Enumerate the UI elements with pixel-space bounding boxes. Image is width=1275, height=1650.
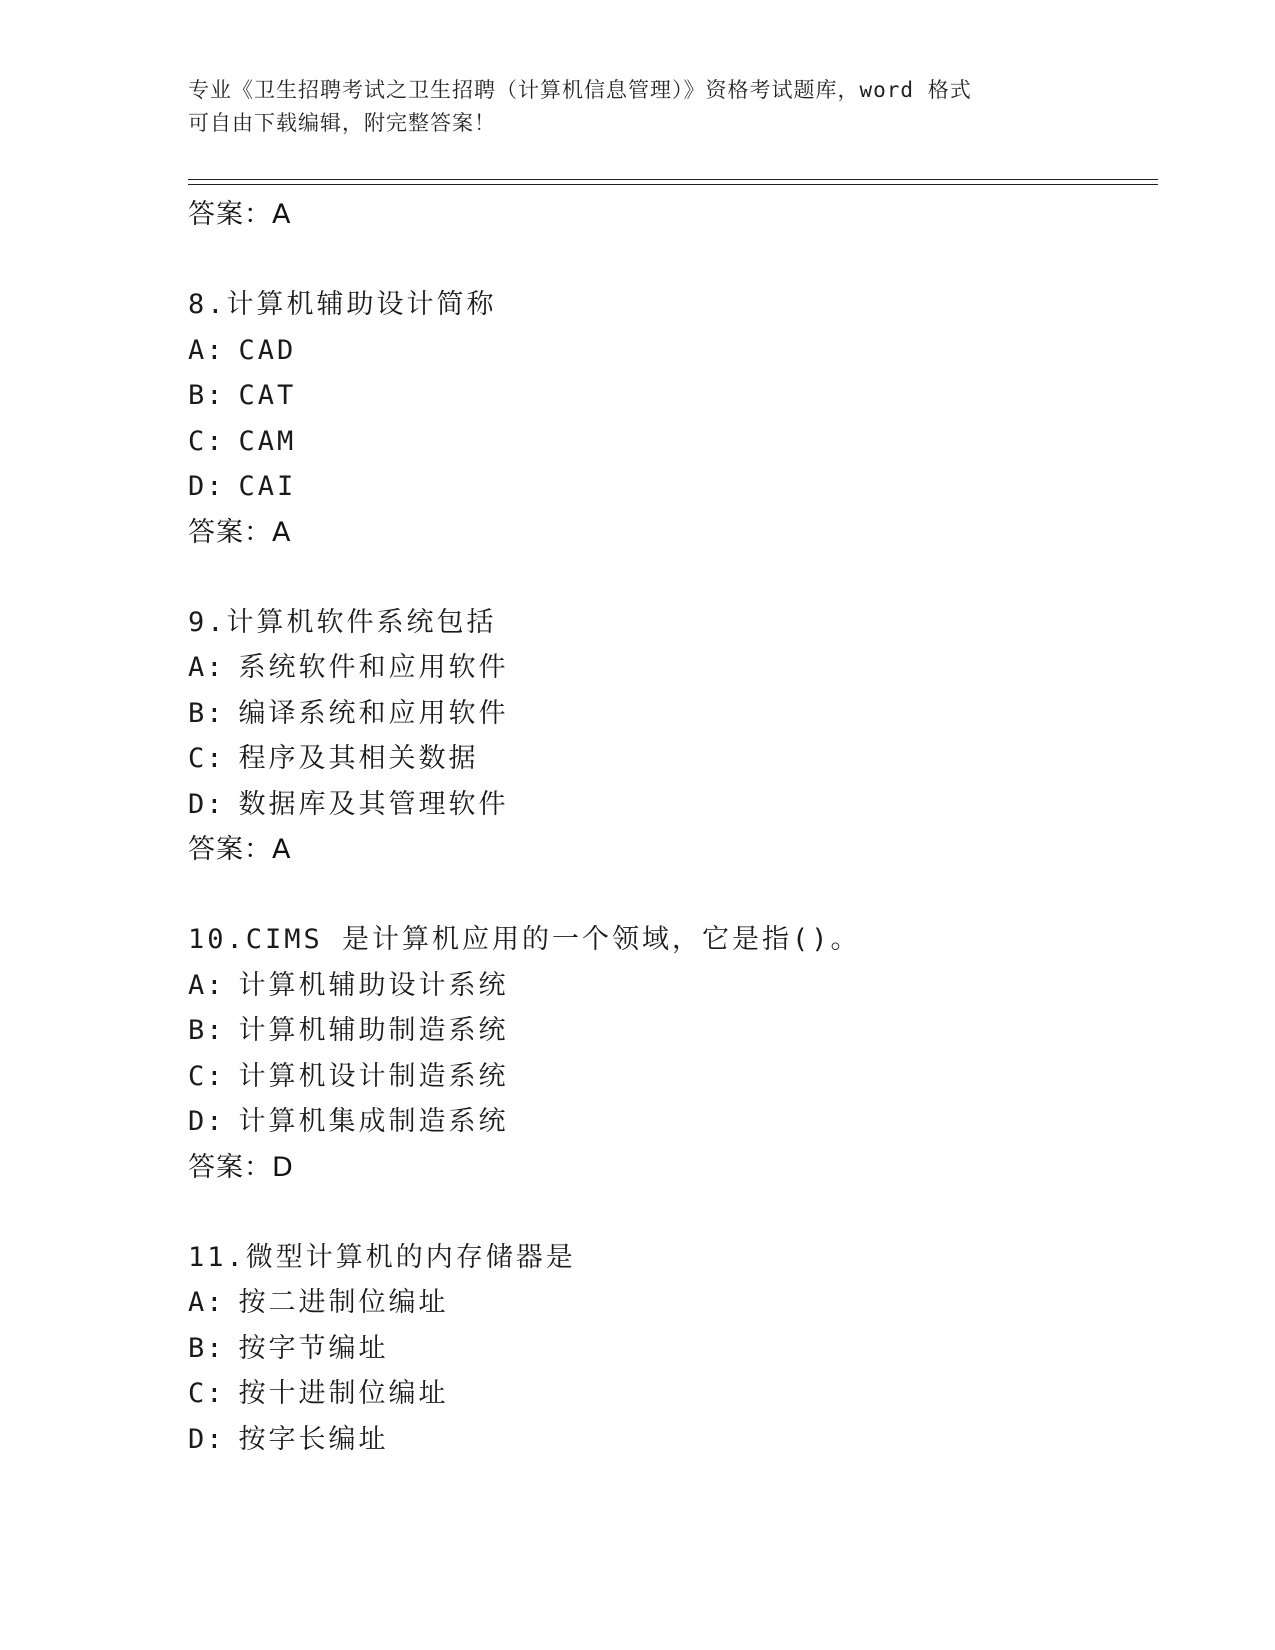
option-letter: C: (188, 425, 225, 457)
option-letter: B: (188, 380, 225, 411)
option-d (188, 1099, 1148, 1145)
question-stem: 9.计算机软件系统包括 (188, 606, 497, 638)
option-text: 计算机辅助设计系统 (238, 969, 509, 1001)
question-10 (188, 917, 1148, 1191)
option-letter: C: (188, 743, 225, 774)
header-line-2: 可自由下载编辑，附完整答案！ (188, 111, 496, 135)
option-text: 按十进制位编址 (238, 1378, 449, 1409)
option-letter: A: (188, 652, 225, 683)
question-stem: 11.微型计算机的内存储器是 (188, 1241, 576, 1273)
option-text: 按字长编址 (238, 1423, 389, 1455)
option-letter: B: (188, 1332, 225, 1364)
answer-line: 答案：D (188, 1151, 294, 1183)
question-11 (188, 1235, 1148, 1463)
option-letter: B: (188, 1015, 225, 1046)
option-letter: A: (188, 334, 225, 366)
option-c (188, 1054, 1148, 1100)
option-text: 数据库及其管理软件 (238, 788, 509, 820)
document-body (188, 192, 1148, 1462)
option-text: 系统软件和应用软件 (238, 652, 509, 683)
document-header (188, 74, 1088, 140)
answer-line: 答案：A (188, 516, 292, 548)
option-text: CAT (238, 380, 297, 411)
option-text: 按字节编址 (238, 1332, 389, 1364)
option-a (188, 963, 1148, 1009)
option-text: 计算机集成制造系统 (238, 1106, 509, 1137)
option-text: CAI (238, 471, 297, 502)
option-letter: D: (188, 1423, 225, 1455)
answer-line: 答案：A (188, 834, 292, 865)
option-b (188, 1326, 1148, 1372)
option-b (188, 373, 1148, 419)
header-divider-top (188, 179, 1158, 180)
option-c (188, 1371, 1148, 1417)
option-text: 按二进制位编址 (238, 1287, 449, 1318)
option-d (188, 464, 1148, 510)
option-letter: D: (188, 788, 225, 820)
header-line-1: 专业《卫生招聘考试之卫生招聘（计算机信息管理）》资格考试题库，word 格式 (188, 78, 972, 102)
question-8 (188, 282, 1148, 556)
option-text: 计算机设计制造系统 (238, 1060, 509, 1092)
question-stem: 8.计算机辅助设计简称 (188, 289, 497, 320)
option-b (188, 1008, 1148, 1054)
option-text: CAD (238, 334, 297, 366)
option-c (188, 419, 1148, 465)
option-a (188, 1280, 1148, 1326)
answer-line: 答案：A (188, 199, 292, 230)
option-letter: D: (188, 1106, 225, 1137)
header-divider-bottom (188, 184, 1158, 185)
option-letter: B: (188, 697, 225, 729)
option-text: 程序及其相关数据 (238, 743, 479, 774)
option-letter: D: (188, 471, 225, 502)
option-a (188, 328, 1148, 374)
question-stem: 10.CIMS 是计算机应用的一个领域，它是指()。 (188, 924, 861, 955)
question-9 (188, 600, 1148, 874)
option-text: 编译系统和应用软件 (238, 697, 509, 729)
option-a (188, 645, 1148, 691)
option-d (188, 782, 1148, 828)
option-letter: C: (188, 1378, 225, 1409)
option-letter: A: (188, 1287, 225, 1318)
option-d (188, 1417, 1148, 1463)
option-letter: A: (188, 969, 225, 1001)
option-text: 计算机辅助制造系统 (238, 1015, 509, 1046)
option-b (188, 691, 1148, 737)
option-c (188, 736, 1148, 782)
option-text: CAM (238, 425, 297, 457)
option-letter: C: (188, 1060, 225, 1092)
